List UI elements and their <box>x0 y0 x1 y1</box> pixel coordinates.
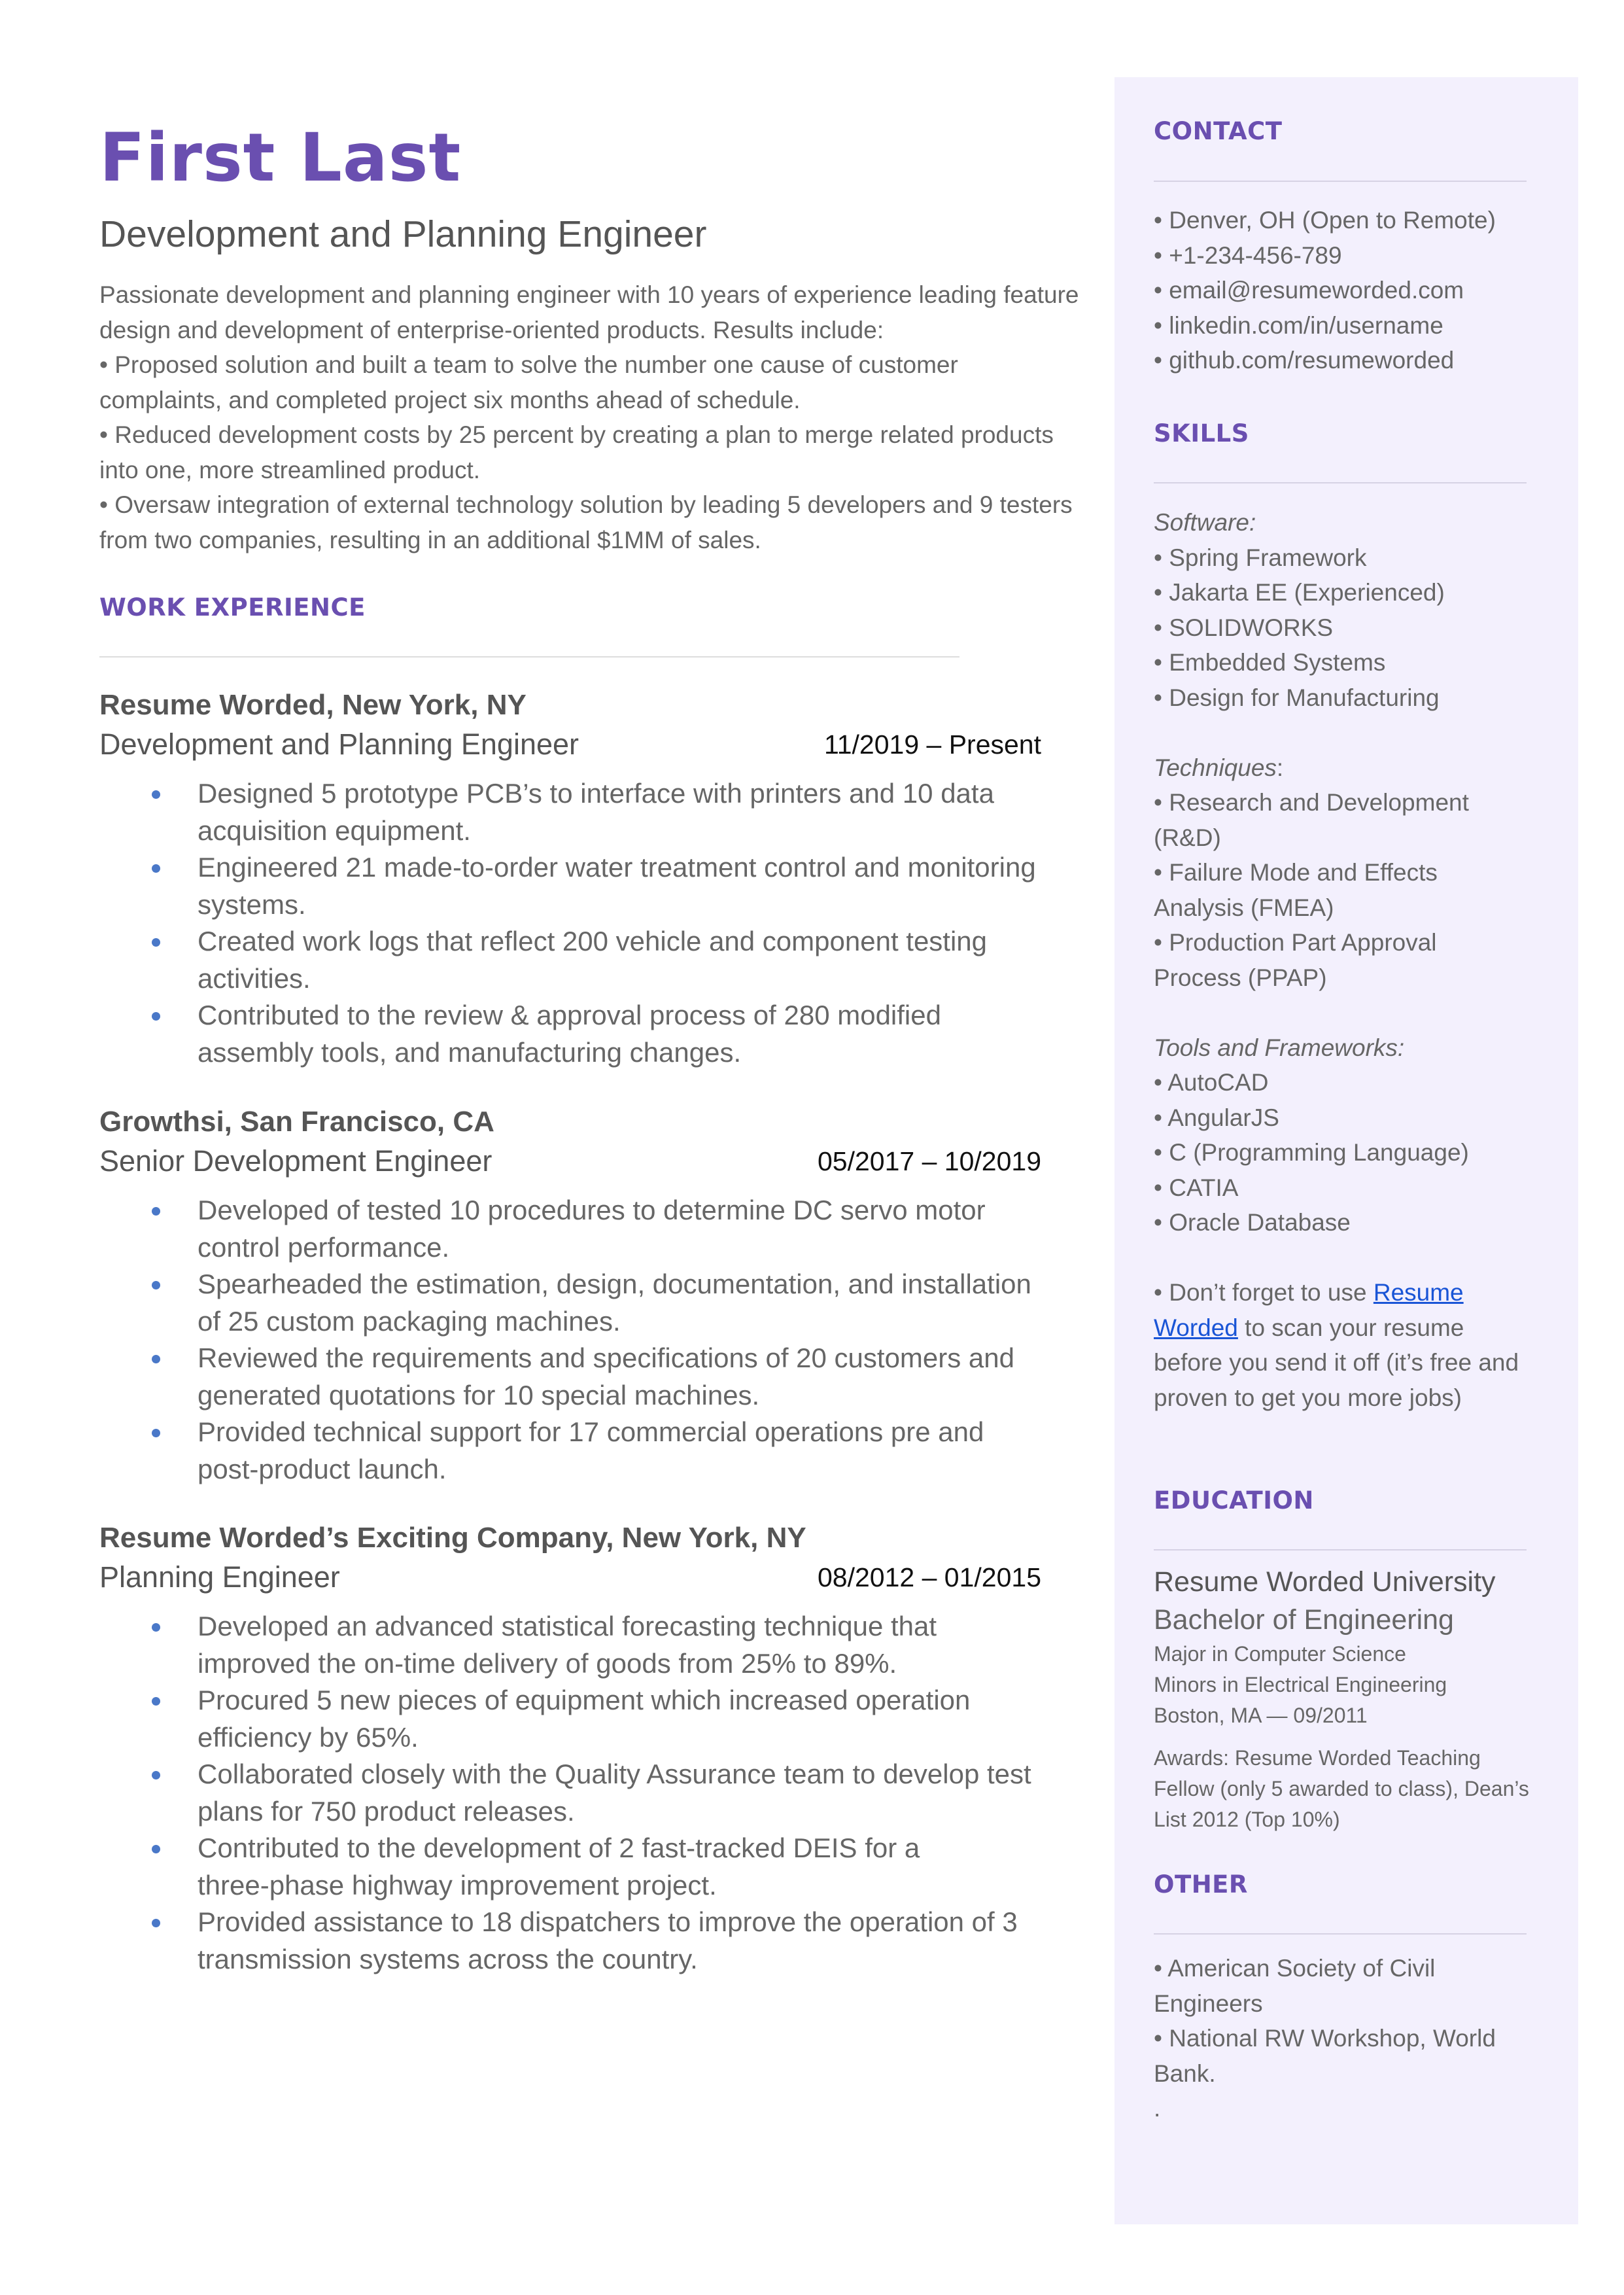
other-list <box>1154 1951 1559 2126</box>
bullet-line: Developed an advanced statistical forecasting technique that <box>198 1611 937 1641</box>
skills-list <box>1154 505 1559 1415</box>
bullet-dot-icon <box>152 1429 160 1437</box>
list-item <box>99 1266 1041 1340</box>
contact-location: • Denver, OH (Open to Remote) <box>1154 207 1496 234</box>
label-text: Techniques <box>1154 754 1277 781</box>
bullet-line: acquisition equipment. <box>198 815 471 846</box>
edu-awards-line: Fellow (only 5 awarded to class), Dean’s <box>1154 1777 1529 1800</box>
contact-list <box>1154 203 1559 378</box>
other-item: . <box>1154 2095 1161 2122</box>
bullet-line: Reviewed the requirements and specifications of 20 customers and <box>198 1342 1015 1373</box>
bullet-dot-icon <box>152 1771 160 1779</box>
tip-line <box>1154 1275 1559 1310</box>
education-entry <box>1154 1563 1559 1835</box>
job-bullets <box>99 775 1041 1071</box>
edu-awards-line: Awards: Resume Worded Teaching <box>1154 1746 1481 1770</box>
job-dates: 11/2019 – Present <box>823 729 1041 760</box>
resume-worded-link[interactable]: Resume <box>1373 1279 1464 1306</box>
bullet-line: efficiency by 65%. <box>198 1721 419 1753</box>
list-item <box>99 1192 1041 1266</box>
candidate-name: First Last <box>99 119 462 197</box>
skill-item: • Production Part Approval <box>1154 929 1437 956</box>
job-title-row <box>99 1141 1041 1182</box>
list-item <box>99 849 1041 923</box>
tip-text: to scan your resume <box>1237 1314 1464 1341</box>
spacer <box>1154 1731 1559 1743</box>
skill-item: • AutoCAD <box>1154 1069 1269 1096</box>
bullet-line: Designed 5 prototype PCB’s to interface with printers and 10 data <box>198 778 994 809</box>
job-entry <box>99 686 1041 1071</box>
list-item <box>99 775 1041 849</box>
bullet-line: Contributed to the development of 2 fast-tracked DEIS for a <box>198 1832 920 1863</box>
list-item <box>99 997 1041 1071</box>
other-item: Bank. <box>1154 2059 1216 2087</box>
summary-line: complaints, and completed project six months ahead of schedule. <box>99 386 801 413</box>
list-item <box>99 1682 1041 1756</box>
section-divider <box>1154 181 1527 182</box>
skill-item: • Failure Mode and Effects <box>1154 859 1438 886</box>
list-item <box>99 1830 1041 1904</box>
job-company: Growthsi, San Francisco, CA <box>99 1106 494 1138</box>
skill-item: (R&D) <box>1154 824 1221 851</box>
edu-minor: Minors in Electrical Engineering <box>1154 1673 1447 1696</box>
section-divider <box>1154 1549 1527 1550</box>
tip-text: • Don’t forget to use <box>1154 1279 1373 1306</box>
bullet-line: Created work logs that reflect 200 vehicle and component testing <box>198 926 988 956</box>
candidate-role: Development and Planning Engineer <box>99 213 707 255</box>
job-bullets <box>99 1192 1041 1488</box>
list-item <box>99 1608 1041 1682</box>
bullet-line: Spearheaded the estimation, design, documentation, and installation <box>198 1269 1031 1299</box>
spacer <box>1154 1240 1559 1276</box>
label-colon: : <box>1276 754 1284 781</box>
bullet-line: Procured 5 new pieces of equipment which increased operation <box>198 1685 971 1715</box>
job-company: Resume Worded’s Exciting Company, New York, NY <box>99 1522 806 1554</box>
summary-line: • Oversaw integration of external technology solution by leading 5 developers and 9 testers <box>99 491 1073 518</box>
edu-location-date: Boston, MA — 09/2011 <box>1154 1704 1368 1727</box>
other-item: Engineers <box>1154 1989 1263 2017</box>
job-title: Development and Planning Engineer <box>99 727 579 761</box>
bullet-line: Collaborated closely with the Quality Assurance team to develop test <box>198 1759 1031 1789</box>
bullet-line: Developed of tested 10 procedures to determine DC servo motor <box>198 1195 986 1225</box>
skills-heading: SKILLS <box>1154 419 1249 447</box>
bullet-line: Contributed to the review & approval process of 280 modified <box>198 1000 941 1030</box>
summary <box>99 277 1080 557</box>
skills-tools-label: Tools and Frameworks: <box>1154 1034 1405 1061</box>
skill-item: • Jakarta EE (Experienced) <box>1154 579 1445 606</box>
summary-line: into one, more streamlined product. <box>99 456 481 483</box>
job-entry <box>99 1519 1041 1978</box>
contact-email: • email@resumeworded.com <box>1154 277 1464 304</box>
bullet-line: transmission systems across the country. <box>198 1943 698 1974</box>
bullet-dot-icon <box>152 1281 160 1289</box>
job-bullets <box>99 1608 1041 1978</box>
contact-github: • github.com/resumeworded <box>1154 347 1455 374</box>
edu-major: Major in Computer Science <box>1154 1642 1406 1666</box>
bullet-dot-icon <box>152 1623 160 1632</box>
resume-worded-link[interactable]: Worded <box>1154 1314 1238 1341</box>
job-title-row <box>99 724 1041 765</box>
section-divider <box>1154 482 1527 483</box>
contact-linkedin: • linkedin.com/in/username <box>1154 311 1443 339</box>
edu-degree: Bachelor of Engineering <box>1154 1604 1454 1636</box>
skill-item: • Design for Manufacturing <box>1154 684 1440 711</box>
education-heading: EDUCATION <box>1154 1486 1314 1515</box>
section-divider <box>99 656 959 657</box>
bullet-dot-icon <box>152 1845 160 1853</box>
bullet-line: Provided assistance to 18 dispatchers to improve the operation of 3 <box>198 1906 1018 1937</box>
list-item <box>99 923 1041 997</box>
bullet-dot-icon <box>152 1919 160 1927</box>
skills-software-label: Software: <box>1154 509 1256 536</box>
bullet-line: activities. <box>198 962 311 994</box>
bullet-line: post-product launch. <box>198 1453 447 1484</box>
job-dates: 08/2012 – 01/2015 <box>818 1562 1041 1592</box>
edu-awards-line: List 2012 (Top 10%) <box>1154 1808 1340 1831</box>
tip-line: proven to get you more jobs) <box>1154 1384 1462 1411</box>
bullet-line: of 25 custom packaging machines. <box>198 1305 621 1337</box>
bullet-dot-icon <box>152 938 160 947</box>
bullet-dot-icon <box>152 1012 160 1021</box>
bullet-line: Engineered 21 made-to-order water treatment control and monitoring <box>198 852 1036 883</box>
other-heading: OTHER <box>1154 1870 1248 1899</box>
bullet-dot-icon <box>152 864 160 873</box>
job-title: Senior Development Engineer <box>99 1144 492 1178</box>
summary-line: • Reduced development costs by 25 percent by creating a plan to merge related products <box>99 421 1054 448</box>
sidebar <box>1114 77 1578 2224</box>
tip-line: before you send it off (it’s free and <box>1154 1349 1519 1376</box>
contact-heading: CONTACT <box>1154 117 1283 145</box>
summary-line: Passionate development and planning engineer with 10 years of experience leading feature <box>99 281 1079 308</box>
skill-item: • Spring Framework <box>1154 544 1367 571</box>
bullet-dot-icon <box>152 790 160 799</box>
bullet-line: Provided technical support for 17 commercial operations pre and <box>198 1416 984 1447</box>
bullet-line: three-phase highway improvement project. <box>198 1869 717 1901</box>
bullet-dot-icon <box>152 1697 160 1706</box>
skill-item: • AngularJS <box>1154 1104 1279 1131</box>
bullet-line: improved the on-time delivery of goods from 25% to 89%. <box>198 1647 897 1679</box>
job-title-row <box>99 1557 1041 1598</box>
skill-item: • SOLIDWORKS <box>1154 614 1334 641</box>
job-company: Resume Worded, New York, NY <box>99 689 527 721</box>
bullet-line: assembly tools, and manufacturing changes. <box>198 1036 742 1068</box>
work-experience-heading: WORK EXPERIENCE <box>99 593 366 622</box>
bullet-line: plans for 750 product releases. <box>198 1795 575 1827</box>
job-dates: 05/2017 – 10/2019 <box>818 1146 1041 1176</box>
skill-item: • Embedded Systems <box>1154 649 1386 676</box>
list-item <box>99 1340 1041 1414</box>
skill-item: • C (Programming Language) <box>1154 1139 1469 1166</box>
skill-item: • Oracle Database <box>1154 1209 1351 1236</box>
bullet-dot-icon <box>152 1355 160 1363</box>
other-item: • National RW Workshop, World <box>1154 2025 1496 2052</box>
other-item: • American Society of Civil <box>1154 1955 1436 1982</box>
spacer <box>1154 715 1559 750</box>
skills-techniques-label <box>1154 750 1559 786</box>
list-item <box>99 1756 1041 1830</box>
skill-item: • CATIA <box>1154 1174 1239 1201</box>
bullet-line: control performance. <box>198 1231 450 1263</box>
skill-item: Process (PPAP) <box>1154 964 1327 991</box>
bullet-line: systems. <box>198 888 306 920</box>
contact-phone: • +1-234-456-789 <box>1154 241 1342 269</box>
skill-item: • Research and Development <box>1154 789 1469 816</box>
summary-line: • Proposed solution and built a team to solve the number one cause of customer <box>99 351 958 378</box>
bullet-line: generated quotations for 10 special machines. <box>198 1379 760 1410</box>
job-title: Planning Engineer <box>99 1560 340 1594</box>
edu-school: Resume Worded University <box>1154 1566 1496 1598</box>
bullet-dot-icon <box>152 1207 160 1216</box>
summary-line: from two companies, resulting in an additional $1MM of sales. <box>99 526 761 553</box>
summary-line: design and development of enterprise-oriented products. Results include: <box>99 316 884 343</box>
section-divider <box>1154 1933 1527 1935</box>
spacer <box>1154 995 1559 1030</box>
skill-item: Analysis (FMEA) <box>1154 894 1334 921</box>
list-item <box>99 1414 1041 1488</box>
list-item <box>99 1904 1041 1978</box>
tip-line <box>1154 1310 1559 1346</box>
job-entry <box>99 1103 1041 1488</box>
